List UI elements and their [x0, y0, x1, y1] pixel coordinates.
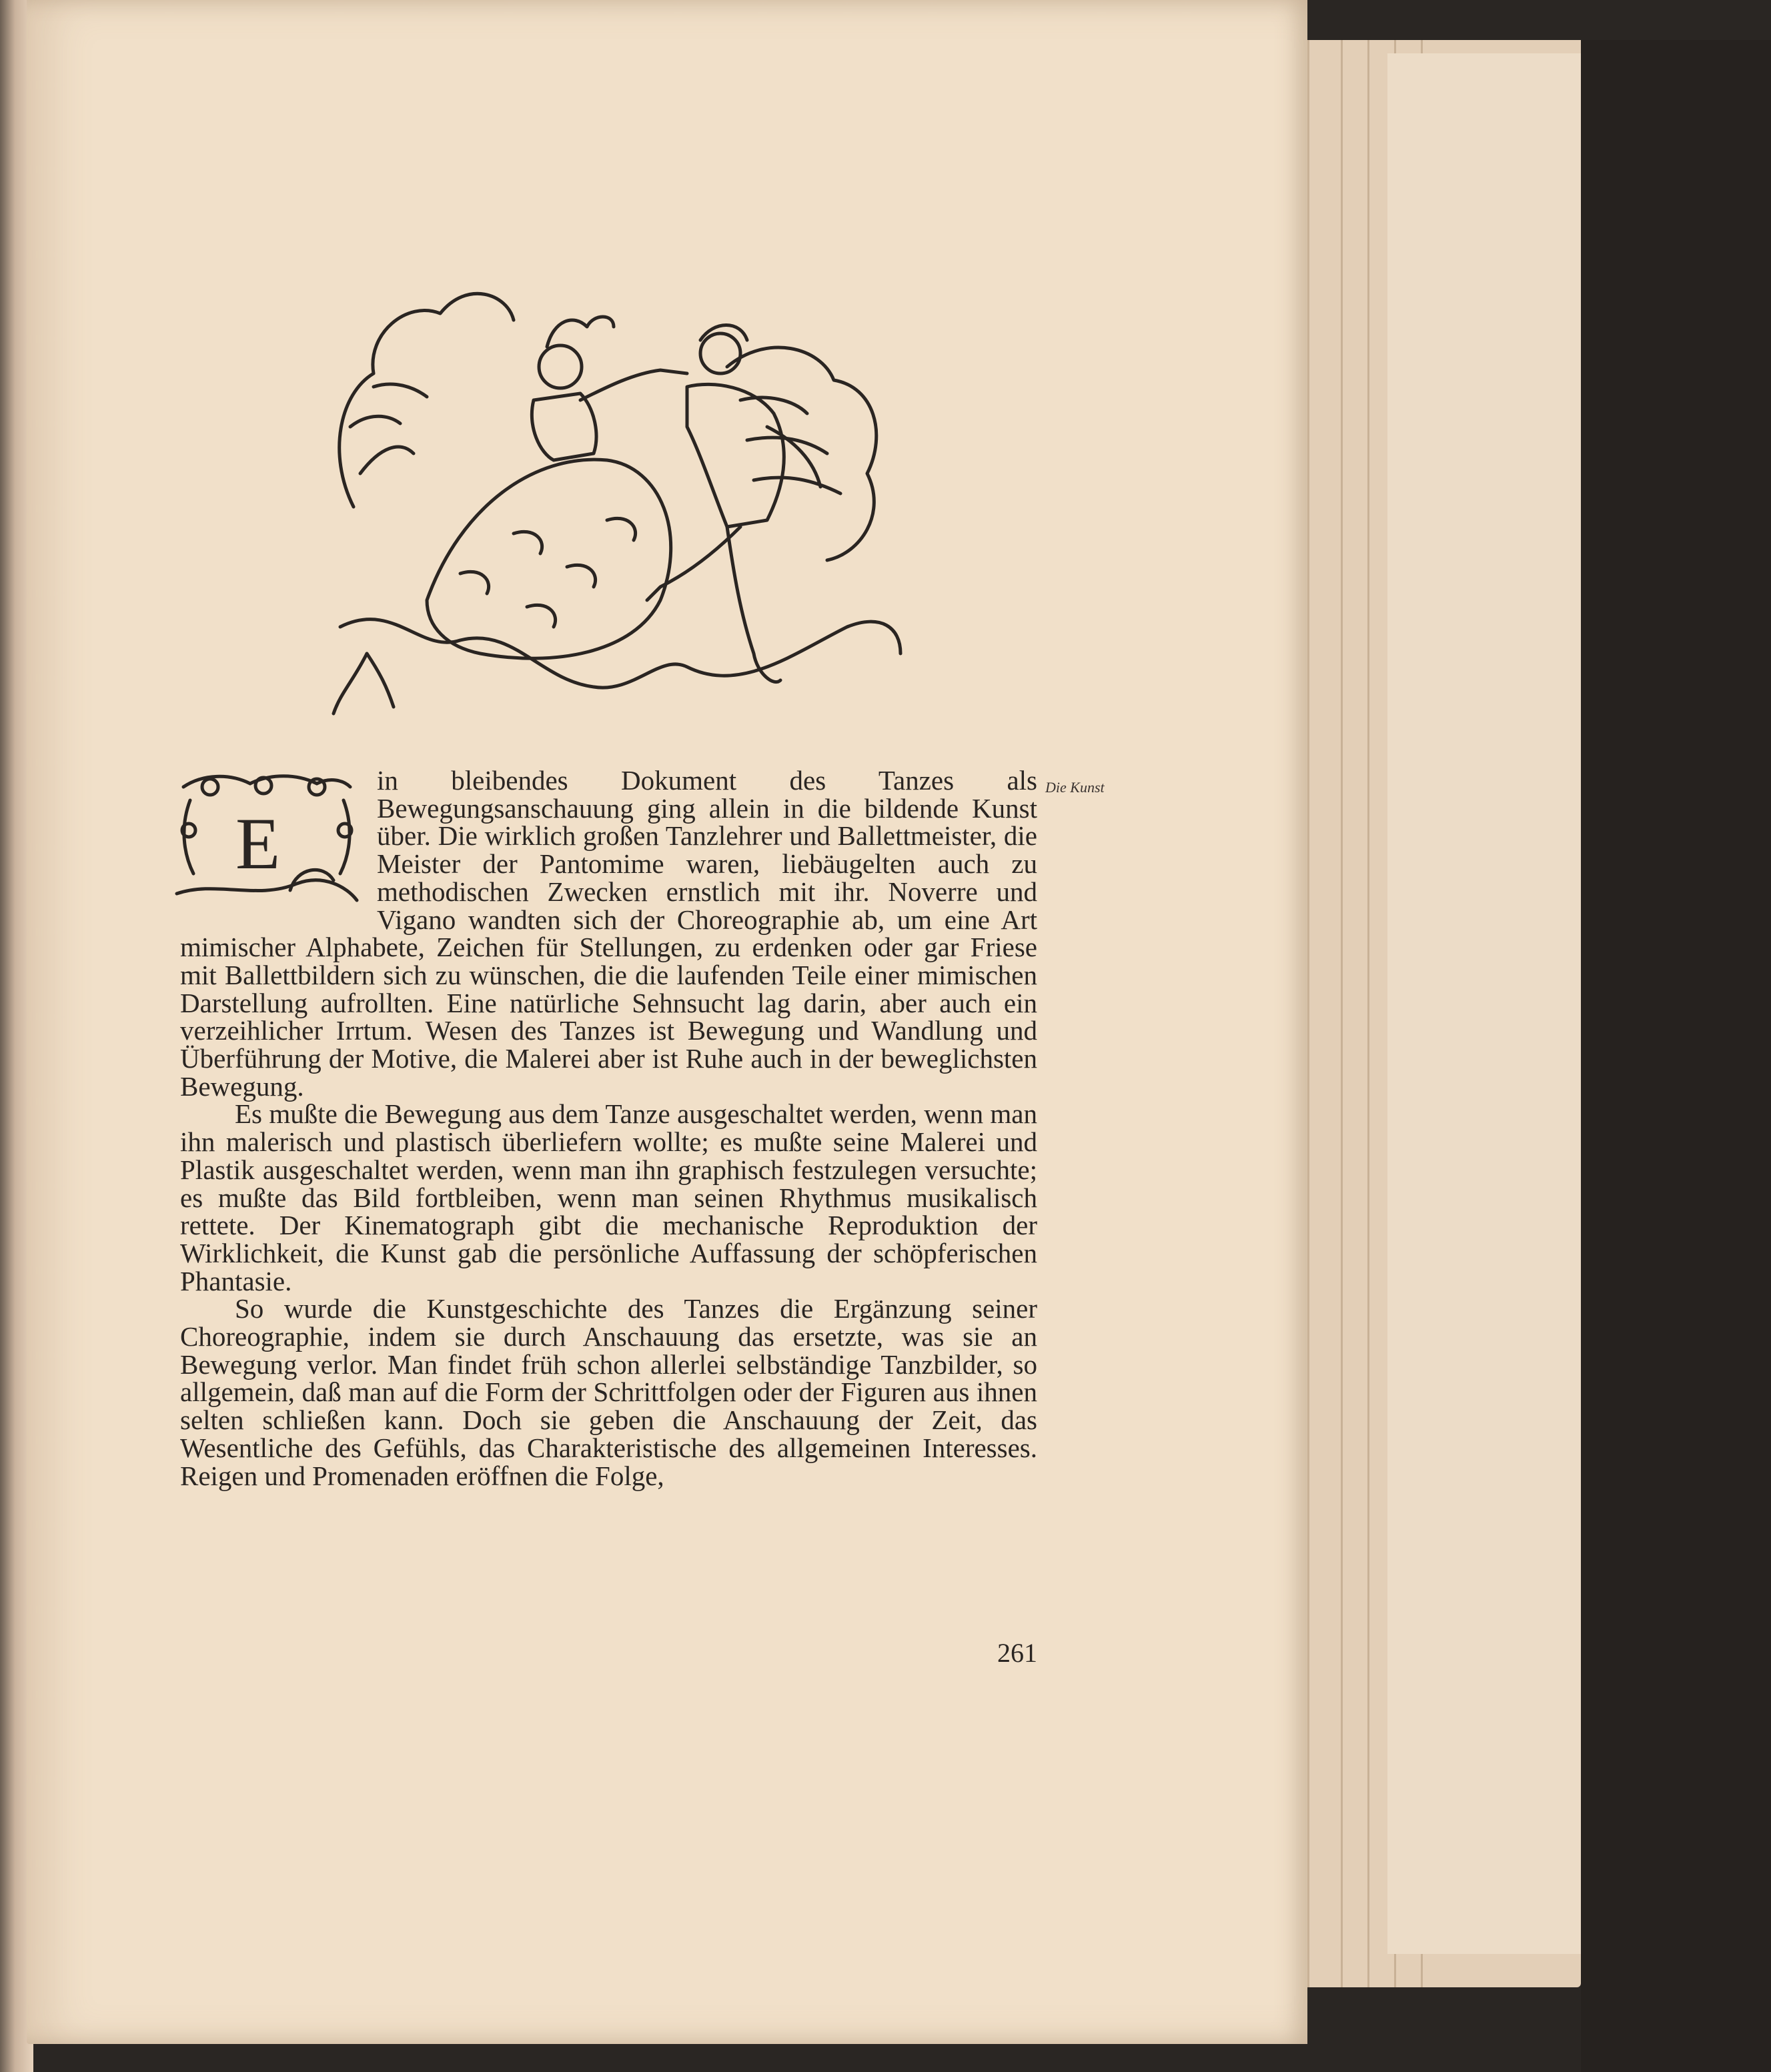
decorated-initial: [163, 767, 370, 917]
page-edge-strip: [1341, 40, 1343, 1987]
back-page-stack: [1387, 53, 1581, 1954]
paragraph: in bleibendes Dokument des Tanzes als Bewegungsanschauung ging allein in die bildende Kunst über. Die wirklich großen Tanzlehrer und Ballettmeister, die Meister der Pantomime waren, liebäugelten auch zu methodischen Zwecken ernstlich mit ihr. Noverre und Vigano wandten sich der Choreographie ab, um eine Art mimischer Alphabete, Zeichen für Stellungen, zu erdenken oder gar Friese mit Ballettbildern sich zu wünschen, die die laufenden Teile einer mimischen Darstellung aufrollten. Eine natürliche Sehnsucht lag darin, aber auch ein verzeihlicher Irrtum. Wesen des Tanzes ist Bewegung und Wandlung und Überführung der Motive, die Malerei aber ist Ruhe auch in der beweglichsten Bewegung.: [180, 765, 1037, 1102]
book-page: [27, 0, 1307, 2044]
page-edge-strip: [1307, 40, 1309, 1987]
dancing-couple-illustration: [314, 253, 921, 727]
body-text: [180, 767, 1037, 1490]
paragraph: Es mußte die Bewegung aus dem Tanze ausgeschaltet werden, wenn man ihn malerisch und plastisch überliefern wollte; es mußte seine Malerei und Plastik ausgeschaltet werden, wenn man ihn graphisch festzulegen versuchte; es mußte das Bild fortbleiben, wenn man seinen Rhythmus musikalisch rettete. Der Kinematograph gibt die mechanische Reproduktion der Wirklichkeit, die Kunst gab die persönliche Auffassung der schöpferischen Phantasie.: [180, 1098, 1037, 1296]
dropcap-letter: E: [235, 803, 281, 884]
page-number: 261: [997, 1638, 1037, 1668]
margin-note: Die Kunst: [1045, 779, 1105, 796]
page-edge-strip: [1367, 40, 1369, 1987]
paragraph: So wurde die Kunstgeschichte des Tanzes die Ergänzung seiner Choreographie, indem sie durch Anschauung das ersetzte, was sie an Bewegung verlor. Man findet früh schon allerlei selbständige Tanzbilder, so allgemein, daß man auf die Form der Schrittfolgen oder der Figuren aus ihnen selten schließen kann. Doch sie geben die Anschauung der Zeit, das Wesentliche des Gefühls, das Charakteristische des allgemeinen Interesses. Reigen und Promenaden eröffnen die Folge,: [180, 1293, 1037, 1491]
background-shadow: [1581, 40, 1771, 2072]
